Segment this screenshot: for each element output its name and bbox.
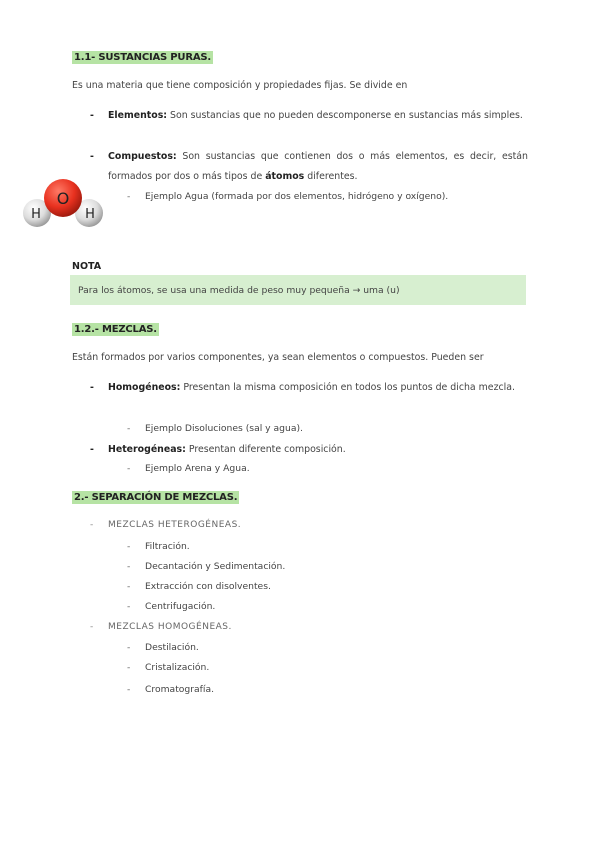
section-title-mezclas: 1.2.- MEZCLAS. bbox=[74, 324, 157, 335]
method-item: - Centrifugación. bbox=[127, 601, 216, 612]
example-arena: - Ejemplo Arena y Agua. bbox=[127, 463, 250, 474]
list-item-compuestos: - Compuestos: Son sustancias que contienen dos o más elementos, es decir, están formados por dos o más tipos de átomos diferentes. bbox=[90, 151, 528, 182]
example-agua: - Ejemplo Agua (formada por dos elementos, hidrógeno y oxígeno). bbox=[127, 191, 449, 202]
section-intro: Es una materia que tiene composición y propiedades fijas. Se divide en bbox=[72, 80, 408, 91]
method-item: - Cromatografía. bbox=[127, 684, 214, 695]
list-item-elementos: - Elementos: Son sustancias que no pueden descomponerse en sustancias más simples. bbox=[90, 110, 523, 121]
method-item: - Extracción con disolventes. bbox=[127, 581, 271, 592]
hydrogen-label-right: H bbox=[85, 207, 95, 222]
note-label: NOTA bbox=[72, 261, 102, 272]
section-intro: Están formados por varios componentes, ya sean elementos o compuestos. Pueden ser bbox=[72, 352, 484, 363]
list-item-homogeneos: - Homogéneos: Presentan la misma composición en todos los puntos de dicha mezcla. bbox=[90, 382, 515, 393]
oxygen-label: O bbox=[56, 189, 70, 208]
hydrogen-label-left: H bbox=[31, 207, 41, 222]
list-item-heterogeneas: - Heterogéneas: Presentan diferente composición. bbox=[90, 444, 346, 455]
water-molecule-image bbox=[22, 176, 104, 232]
method-item: - Filtración. bbox=[127, 541, 190, 552]
method-item: - Destilación. bbox=[127, 642, 199, 653]
section-title-separacion: 2.- SEPARACIÓN DE MEZCLAS. bbox=[74, 492, 238, 503]
example-disoluciones: - Ejemplo Disoluciones (sal y agua). bbox=[127, 423, 303, 434]
section-title-sustancias-puras: 1.1- SUSTANCIAS PURAS. bbox=[74, 52, 211, 63]
method-item: - Cristalización. bbox=[127, 662, 210, 673]
note-box: Para los átomos, se usa una medida de peso muy pequeña → uma (u) bbox=[70, 275, 526, 305]
group-heterogeneas: - MEZCLAS HETEROGÉNEAS. bbox=[90, 520, 242, 530]
group-homogeneas: - MEZCLAS HOMOGÉNEAS. bbox=[90, 622, 232, 632]
method-item: - Decantación y Sedimentación. bbox=[127, 561, 286, 572]
